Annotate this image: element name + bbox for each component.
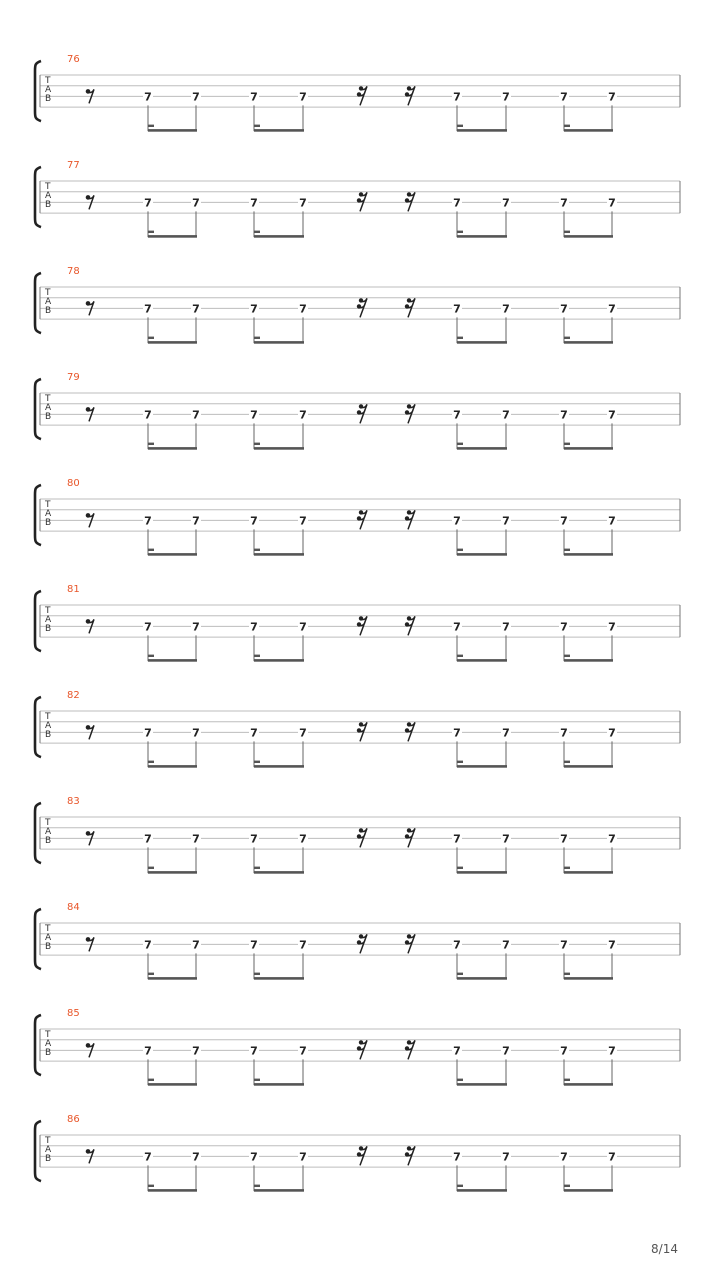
fret-number: 7 xyxy=(144,1044,152,1058)
eighth-beam xyxy=(148,1083,197,1086)
eighth-beam xyxy=(254,977,304,980)
tab-clef-letter: T xyxy=(45,182,51,192)
eighth-beam xyxy=(148,871,197,874)
tab-clef-letter: B xyxy=(45,1048,52,1058)
fret-number: 7 xyxy=(144,832,152,846)
sixteenth-beam-stub xyxy=(457,125,463,127)
fret-number: 7 xyxy=(299,832,307,846)
sixteenth-rest xyxy=(405,934,415,953)
fret-number: 7 xyxy=(560,620,568,634)
fret-number: 7 xyxy=(560,302,568,316)
fret-number: 7 xyxy=(250,620,258,634)
sixteenth-beam-stub xyxy=(457,549,463,551)
sixteenth-beam-stub xyxy=(457,231,463,233)
tab-clef-letter: A xyxy=(45,1145,52,1155)
sixteenth-rest xyxy=(405,192,415,211)
sixteenth-beam-stub xyxy=(457,1185,463,1187)
tab-clef-letter: T xyxy=(45,1030,51,1040)
fret-number: 7 xyxy=(299,514,307,528)
fret-number: 7 xyxy=(192,832,200,846)
tab-clef-letter: B xyxy=(45,1154,52,1164)
sixteenth-beam-stub xyxy=(148,761,154,763)
eighth-beam xyxy=(457,1189,507,1192)
eighth-beam xyxy=(148,765,197,768)
tab-clef-letter: B xyxy=(45,412,52,422)
eighth-beam xyxy=(254,1189,304,1192)
measure-number: 84 xyxy=(67,902,80,913)
sixteenth-beam-stub xyxy=(457,867,463,869)
fret-number: 7 xyxy=(299,90,307,104)
fret-number: 7 xyxy=(560,938,568,952)
fret-number: 7 xyxy=(144,1150,152,1164)
sixteenth-beam-stub xyxy=(564,655,570,657)
tab-clef-letter: T xyxy=(45,288,51,298)
tab-system xyxy=(35,478,680,556)
sixteenth-rest xyxy=(357,404,367,423)
fret-number: 7 xyxy=(608,408,616,422)
fret-number: 7 xyxy=(560,726,568,740)
fret-number: 7 xyxy=(250,408,258,422)
fret-number: 7 xyxy=(560,832,568,846)
fret-number: 7 xyxy=(453,938,461,952)
sixteenth-beam-stub xyxy=(564,337,570,339)
fret-number: 7 xyxy=(453,832,461,846)
fret-number: 7 xyxy=(608,514,616,528)
eighth-beam xyxy=(457,977,507,980)
eighth-beam xyxy=(564,235,613,238)
fret-number: 7 xyxy=(502,1150,510,1164)
tab-system xyxy=(35,1114,680,1192)
eighth-beam xyxy=(148,235,197,238)
fret-number: 7 xyxy=(144,938,152,952)
measure-number: 80 xyxy=(67,478,80,489)
sixteenth-rest xyxy=(357,828,367,847)
eighth-beam xyxy=(148,659,197,662)
eighth-beam xyxy=(254,341,304,344)
sixteenth-beam-stub xyxy=(457,443,463,445)
sixteenth-beam-stub xyxy=(254,549,260,551)
measure-number: 83 xyxy=(67,796,80,807)
sixteenth-beam-stub xyxy=(254,973,260,975)
sixteenth-beam-stub xyxy=(457,761,463,763)
eighth-beam xyxy=(457,1083,507,1086)
tab-clef-letter: T xyxy=(45,924,51,934)
tab-clef-letter: A xyxy=(45,297,52,307)
sixteenth-rest xyxy=(405,1040,415,1059)
eighth-beam xyxy=(457,765,507,768)
fret-number: 7 xyxy=(250,196,258,210)
sixteenth-beam-stub xyxy=(148,549,154,551)
eighth-beam xyxy=(254,447,304,450)
tab-clef-letter: T xyxy=(45,500,51,510)
sixteenth-rest xyxy=(357,1146,367,1165)
sixteenth-beam-stub xyxy=(457,973,463,975)
tab-clef-letter: A xyxy=(45,933,52,943)
tab-system xyxy=(35,1008,680,1086)
measure-number: 81 xyxy=(67,584,80,595)
tab-clef-letter: T xyxy=(45,606,51,616)
fret-number: 7 xyxy=(453,726,461,740)
tab-clef-letter: B xyxy=(45,730,52,740)
fret-number: 7 xyxy=(453,196,461,210)
sixteenth-beam-stub xyxy=(564,443,570,445)
fret-number: 7 xyxy=(192,90,200,104)
fret-number: 7 xyxy=(144,90,152,104)
eighth-beam xyxy=(457,129,507,132)
page-number: 8/14 xyxy=(651,1242,678,1256)
fret-number: 7 xyxy=(192,620,200,634)
fret-number: 7 xyxy=(502,938,510,952)
fret-number: 7 xyxy=(299,408,307,422)
sixteenth-rest xyxy=(357,722,367,741)
tab-clef-letter: T xyxy=(45,1136,51,1146)
tab-clef-letter: A xyxy=(45,1039,52,1049)
tab-clef-letter: A xyxy=(45,191,52,201)
sixteenth-beam-stub xyxy=(564,1185,570,1187)
sixteenth-beam-stub xyxy=(564,761,570,763)
fret-number: 7 xyxy=(192,514,200,528)
sixteenth-beam-stub xyxy=(457,655,463,657)
tab-clef-letter: B xyxy=(45,518,52,528)
eighth-beam xyxy=(148,447,197,450)
fret-number: 7 xyxy=(608,1150,616,1164)
sixteenth-rest xyxy=(405,828,415,847)
fret-number: 7 xyxy=(608,620,616,634)
tab-clef-letter: B xyxy=(45,624,52,634)
sixteenth-beam-stub xyxy=(564,231,570,233)
fret-number: 7 xyxy=(192,196,200,210)
eighth-beam xyxy=(457,553,507,556)
tab-clef-letter: A xyxy=(45,615,52,625)
fret-number: 7 xyxy=(299,196,307,210)
tab-clef-letter: B xyxy=(45,94,52,104)
eighth-beam xyxy=(254,1083,304,1086)
eighth-beam xyxy=(457,871,507,874)
tab-clef-letter: B xyxy=(45,836,52,846)
fret-number: 7 xyxy=(250,514,258,528)
fret-number: 7 xyxy=(192,408,200,422)
measure-number: 77 xyxy=(67,160,80,171)
sixteenth-rest xyxy=(405,1146,415,1165)
fret-number: 7 xyxy=(144,620,152,634)
sixteenth-rest xyxy=(405,404,415,423)
fret-number: 7 xyxy=(608,832,616,846)
fret-number: 7 xyxy=(502,408,510,422)
sixteenth-beam-stub xyxy=(254,231,260,233)
sixteenth-beam-stub xyxy=(254,1079,260,1081)
fret-number: 7 xyxy=(250,1150,258,1164)
sixteenth-beam-stub xyxy=(564,973,570,975)
tab-system xyxy=(35,372,680,450)
sixteenth-rest xyxy=(405,616,415,635)
sixteenth-rest xyxy=(357,1040,367,1059)
eighth-beam xyxy=(564,977,613,980)
eighth-beam xyxy=(254,871,304,874)
fret-number: 7 xyxy=(299,726,307,740)
sixteenth-beam-stub xyxy=(148,655,154,657)
fret-number: 7 xyxy=(502,832,510,846)
sixteenth-rest xyxy=(405,510,415,529)
fret-number: 7 xyxy=(608,196,616,210)
eighth-beam xyxy=(564,447,613,450)
fret-number: 7 xyxy=(299,938,307,952)
sixteenth-beam-stub xyxy=(254,761,260,763)
sixteenth-beam-stub xyxy=(148,1185,154,1187)
fret-number: 7 xyxy=(560,514,568,528)
eighth-beam xyxy=(148,977,197,980)
tab-clef-letter: T xyxy=(45,76,51,86)
tab-system xyxy=(35,54,680,132)
sixteenth-rest xyxy=(405,86,415,105)
sixteenth-beam-stub xyxy=(564,867,570,869)
sixteenth-beam-stub xyxy=(254,443,260,445)
tab-clef-letter: A xyxy=(45,403,52,413)
fret-number: 7 xyxy=(453,514,461,528)
sixteenth-beam-stub xyxy=(148,973,154,975)
fret-number: 7 xyxy=(560,1150,568,1164)
fret-number: 7 xyxy=(299,302,307,316)
eighth-beam xyxy=(254,129,304,132)
fret-number: 7 xyxy=(250,938,258,952)
sixteenth-beam-stub xyxy=(564,549,570,551)
sixteenth-beam-stub xyxy=(148,867,154,869)
sixteenth-rest xyxy=(405,722,415,741)
sixteenth-beam-stub xyxy=(564,1079,570,1081)
fret-number: 7 xyxy=(608,938,616,952)
fret-number: 7 xyxy=(560,196,568,210)
tab-clef-letter: B xyxy=(45,942,52,952)
tab-system xyxy=(35,690,680,768)
fret-number: 7 xyxy=(299,1044,307,1058)
fret-number: 7 xyxy=(560,90,568,104)
eighth-beam xyxy=(457,447,507,450)
fret-number: 7 xyxy=(560,408,568,422)
measure-number: 85 xyxy=(67,1008,80,1019)
measure-number: 79 xyxy=(67,372,80,383)
eighth-beam xyxy=(254,765,304,768)
sixteenth-rest xyxy=(357,616,367,635)
sixteenth-rest xyxy=(357,510,367,529)
fret-number: 7 xyxy=(192,938,200,952)
eighth-beam xyxy=(254,235,304,238)
fret-number: 7 xyxy=(453,1150,461,1164)
tab-system xyxy=(35,266,680,344)
sixteenth-beam-stub xyxy=(254,125,260,127)
fret-number: 7 xyxy=(192,1150,200,1164)
tab-clef-letter: B xyxy=(45,306,52,316)
fret-number: 7 xyxy=(250,90,258,104)
tab-system xyxy=(35,584,680,662)
eighth-beam xyxy=(564,659,613,662)
eighth-beam xyxy=(564,553,613,556)
fret-number: 7 xyxy=(453,408,461,422)
tab-clef-letter: A xyxy=(45,85,52,95)
fret-number: 7 xyxy=(608,726,616,740)
sixteenth-beam-stub xyxy=(457,1079,463,1081)
tab-clef-letter: T xyxy=(45,712,51,722)
fret-number: 7 xyxy=(453,302,461,316)
measure-number: 76 xyxy=(67,54,80,65)
eighth-beam xyxy=(254,659,304,662)
sixteenth-beam-stub xyxy=(148,1079,154,1081)
fret-number: 7 xyxy=(453,620,461,634)
eighth-beam xyxy=(457,341,507,344)
fret-number: 7 xyxy=(250,1044,258,1058)
fret-number: 7 xyxy=(453,90,461,104)
fret-number: 7 xyxy=(144,408,152,422)
fret-number: 7 xyxy=(608,302,616,316)
eighth-beam xyxy=(148,1189,197,1192)
eighth-beam xyxy=(148,341,197,344)
sixteenth-beam-stub xyxy=(148,125,154,127)
eighth-beam xyxy=(457,659,507,662)
fret-number: 7 xyxy=(453,1044,461,1058)
fret-number: 7 xyxy=(608,90,616,104)
fret-number: 7 xyxy=(299,620,307,634)
tab-system xyxy=(35,160,680,238)
fret-number: 7 xyxy=(144,302,152,316)
eighth-beam xyxy=(564,871,613,874)
fret-number: 7 xyxy=(502,620,510,634)
eighth-beam xyxy=(564,1189,613,1192)
sixteenth-rest xyxy=(357,86,367,105)
fret-number: 7 xyxy=(502,196,510,210)
fret-number: 7 xyxy=(192,726,200,740)
tab-clef-letter: A xyxy=(45,509,52,519)
tab-clef-letter: A xyxy=(45,827,52,837)
fret-number: 7 xyxy=(144,726,152,740)
measure-number: 78 xyxy=(67,266,80,277)
sixteenth-beam-stub xyxy=(254,337,260,339)
sixteenth-beam-stub xyxy=(148,231,154,233)
eighth-beam xyxy=(564,129,613,132)
tab-clef-letter: T xyxy=(45,818,51,828)
eighth-beam xyxy=(457,235,507,238)
fret-number: 7 xyxy=(144,196,152,210)
sixteenth-rest xyxy=(405,298,415,317)
tab-system xyxy=(35,902,680,980)
sixteenth-rest xyxy=(357,192,367,211)
sixteenth-rest xyxy=(357,298,367,317)
sixteenth-beam-stub xyxy=(254,655,260,657)
fret-number: 7 xyxy=(608,1044,616,1058)
sixteenth-beam-stub xyxy=(457,337,463,339)
measure-number: 82 xyxy=(67,690,80,701)
tab-clef-letter: T xyxy=(45,394,51,404)
fret-number: 7 xyxy=(144,514,152,528)
sixteenth-beam-stub xyxy=(564,125,570,127)
fret-number: 7 xyxy=(250,832,258,846)
fret-number: 7 xyxy=(192,302,200,316)
eighth-beam xyxy=(564,341,613,344)
sixteenth-beam-stub xyxy=(254,867,260,869)
sixteenth-beam-stub xyxy=(254,1185,260,1187)
fret-number: 7 xyxy=(250,302,258,316)
tab-clef-letter: B xyxy=(45,200,52,210)
fret-number: 7 xyxy=(502,514,510,528)
sixteenth-rest xyxy=(357,934,367,953)
fret-number: 7 xyxy=(502,90,510,104)
tab-system xyxy=(35,796,680,874)
fret-number: 7 xyxy=(502,302,510,316)
eighth-beam xyxy=(254,553,304,556)
fret-number: 7 xyxy=(192,1044,200,1058)
eighth-beam xyxy=(148,553,197,556)
fret-number: 7 xyxy=(299,1150,307,1164)
eighth-beam xyxy=(564,765,613,768)
eighth-beam xyxy=(564,1083,613,1086)
eighth-beam xyxy=(148,129,197,132)
measure-number: 86 xyxy=(67,1114,80,1125)
tab-clef-letter: A xyxy=(45,721,52,731)
fret-number: 7 xyxy=(560,1044,568,1058)
fret-number: 7 xyxy=(250,726,258,740)
sixteenth-beam-stub xyxy=(148,443,154,445)
fret-number: 7 xyxy=(502,1044,510,1058)
sixteenth-beam-stub xyxy=(148,337,154,339)
fret-number: 7 xyxy=(502,726,510,740)
